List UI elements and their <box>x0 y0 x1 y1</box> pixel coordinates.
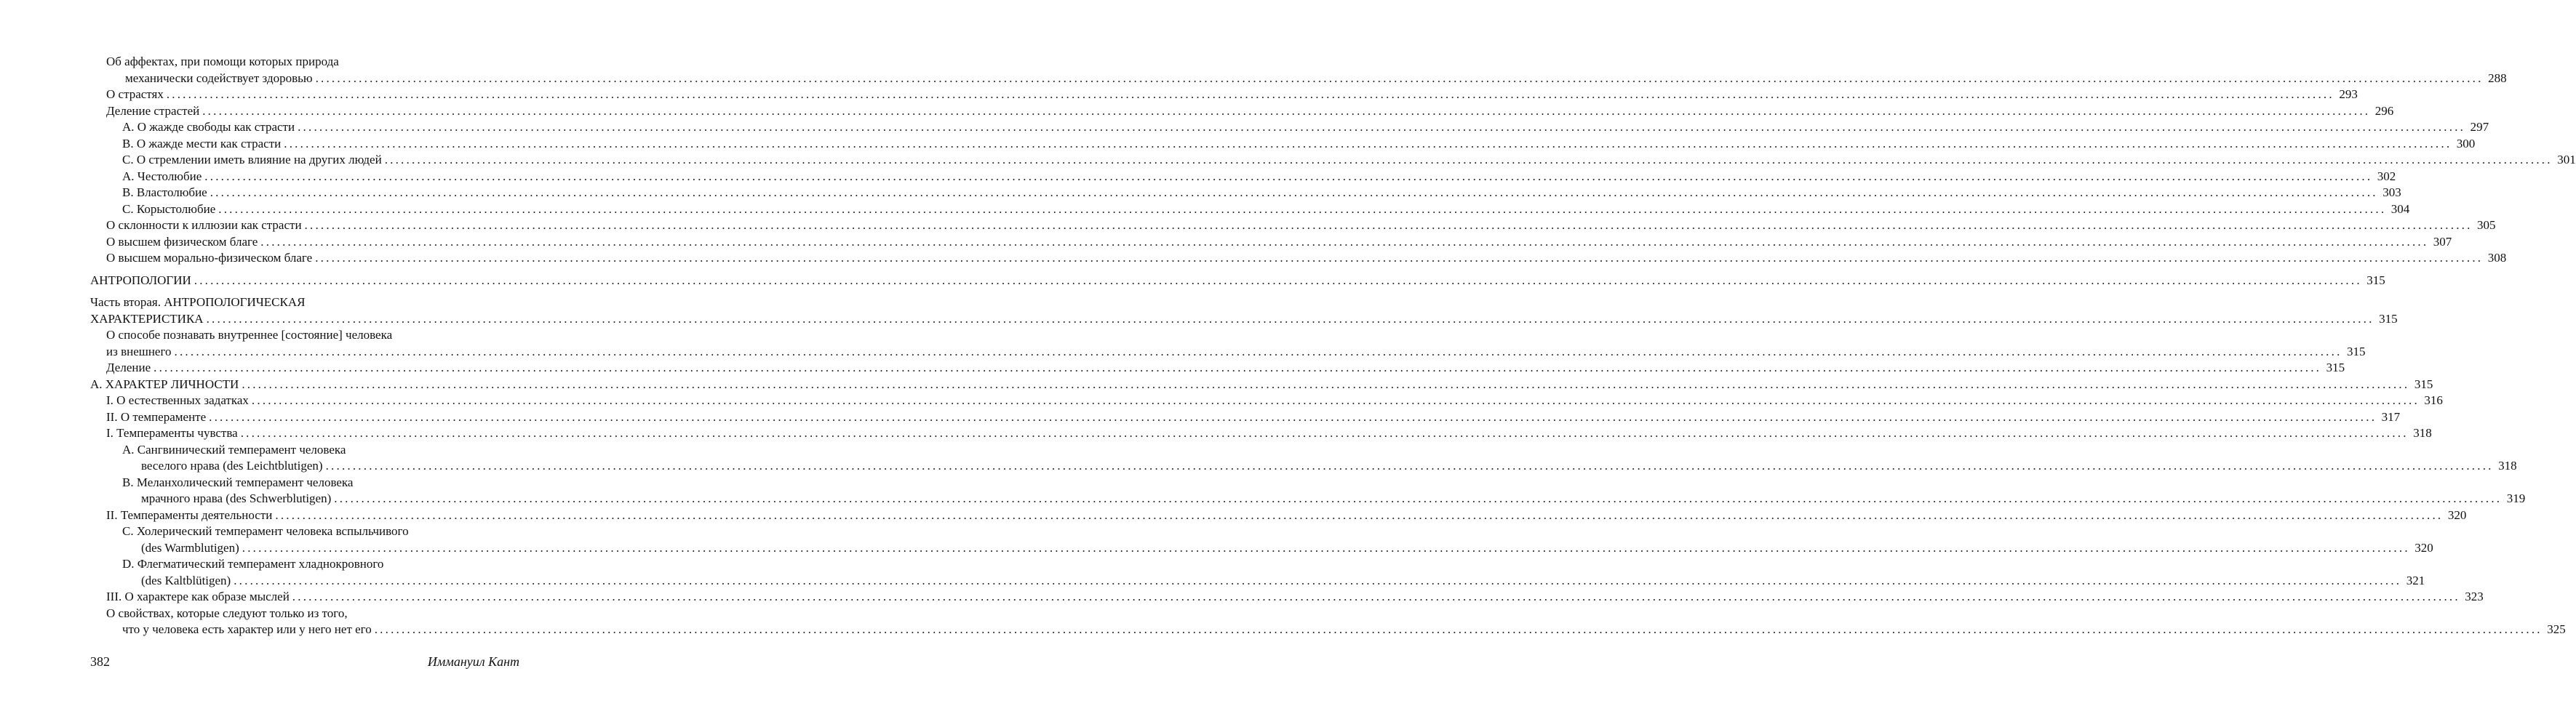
toc-entry-title: Деление <box>106 361 151 374</box>
toc-entry-page: 325 <box>2547 622 2566 636</box>
toc-entry-page: 303 <box>2382 185 2401 199</box>
toc-entry-title: (des Warmblutigen) <box>141 540 239 555</box>
toc-entry-final-line <box>90 119 2489 136</box>
dot-leader: ................................................................................................................................................................................................................................................................................................................................................................................................................ <box>304 218 2473 232</box>
toc-entry-title: О способе познавать внутреннее [состояние] человека <box>106 328 393 342</box>
dot-leader: ................................................................................................................................................................................................................................................................................................................................................................................................................ <box>275 507 2444 522</box>
toc-entry-final-line <box>90 136 2476 153</box>
toc-entry <box>90 185 2401 201</box>
toc-entry-title: B. Властолюбие <box>122 185 207 199</box>
toc-entry <box>90 606 2566 638</box>
dot-leader: ................................................................................................................................................................................................................................................................................................................................................................................................................ <box>209 409 2377 424</box>
dot-leader: ................................................................................................................................................................................................................................................................................................................................................................................................................ <box>334 491 2503 505</box>
dot-leader: ................................................................................................................................................................................................................................................................................................................................................................................................................ <box>206 311 2374 326</box>
toc-entry-title: C. О стремлении иметь влияние на других людей <box>122 153 382 166</box>
toc-entry <box>90 54 2507 87</box>
dot-leader: ................................................................................................................................................................................................................................................................................................................................................................................................................ <box>153 361 2322 374</box>
toc-entry <box>90 360 2345 377</box>
toc-entry-page: 316 <box>2424 393 2443 407</box>
toc-entry-page: 315 <box>2347 344 2366 358</box>
toc-entry <box>90 507 2467 524</box>
toc-entry-page: 304 <box>2390 201 2410 216</box>
toc-entry-page: 297 <box>2470 120 2489 134</box>
toc-entry-title: C. Холерический темперамент человека вспыльчивого <box>122 524 409 538</box>
toc-entry-title: II. О темпераменте <box>106 409 207 424</box>
toc-entry <box>90 294 2398 327</box>
toc-entry-line <box>90 475 519 491</box>
toc-entry <box>90 442 2517 475</box>
toc-entry <box>90 152 2576 169</box>
toc-entry-final-line <box>90 344 2366 361</box>
toc-entry-title: из внешнего <box>106 344 172 358</box>
toc-entry-title: A. ХАРАКТЕР ЛИЧНОСТИ <box>90 377 239 391</box>
dot-leader: ................................................................................................................................................................................................................................................................................................................................................................................................................ <box>260 234 2429 249</box>
toc-entry-final-line <box>90 622 2566 638</box>
page-footer <box>90 654 519 670</box>
toc-entry-page: 293 <box>2339 87 2358 101</box>
toc-entry-page: 307 <box>2433 234 2452 249</box>
toc-entry <box>90 103 2394 120</box>
toc-entry-final-line <box>90 152 2576 169</box>
toc-entry-title: C. Корыстолюбие <box>122 201 216 216</box>
dot-leader: ................................................................................................................................................................................................................................................................................................................................................................................................................ <box>174 344 2342 358</box>
dot-leader: ................................................................................................................................................................................................................................................................................................................................................................................................................ <box>242 540 2410 555</box>
dot-leader: ................................................................................................................................................................................................................................................................................................................................................................................................................ <box>202 103 2371 118</box>
toc-entry-final-line <box>90 589 2484 606</box>
toc-entry-final-line <box>90 201 2410 218</box>
toc-entry <box>90 425 2432 442</box>
toc-entry-page: 318 <box>2498 459 2517 473</box>
toc-entry <box>90 409 2401 426</box>
toc-entry-title: Деление страстей <box>106 103 200 118</box>
dot-leader: ................................................................................................................................................................................................................................................................................................................................................................................................................ <box>240 426 2409 440</box>
toc-entry-title: (des Kaltblütigen) <box>141 573 231 587</box>
dot-leader: ................................................................................................................................................................................................................................................................................................................................................................................................................ <box>166 87 2334 101</box>
toc-entry-line <box>90 294 519 311</box>
toc-entry-title: О склонности к иллюзии как страсти <box>106 218 302 232</box>
dot-leader: ................................................................................................................................................................................................................................................................................................................................................................................................................ <box>251 393 2420 407</box>
dot-leader: ................................................................................................................................................................................................................................................................................................................................................................................................................ <box>315 71 2484 85</box>
toc-entry-final-line <box>90 491 2526 507</box>
toc-entry-final-line <box>90 71 2507 87</box>
table-of-contents <box>90 54 2576 638</box>
toc-entry <box>90 377 2433 393</box>
toc-entry-line <box>90 556 519 573</box>
toc-entry-final-line <box>90 234 2452 251</box>
toc-entry-page: 302 <box>2377 169 2396 183</box>
dot-leader: ................................................................................................................................................................................................................................................................................................................................................................................................................ <box>194 273 2362 287</box>
toc-entry-title: III. О характере как образе мыслей <box>106 590 290 603</box>
toc-entry-title: I. Темпераменты чувства <box>106 426 238 440</box>
dot-leader: ................................................................................................................................................................................................................................................................................................................................................................................................................ <box>374 622 2543 636</box>
dot-leader: ................................................................................................................................................................................................................................................................................................................................................................................................................ <box>234 573 2402 587</box>
toc-entry-title: веселого нрава (des Leichtblutigen) <box>141 459 323 473</box>
toc-entry-final-line <box>90 393 2443 409</box>
toc-entry-title: О высшем физическом благе <box>106 234 258 249</box>
toc-entry-page: 315 <box>2366 273 2385 287</box>
toc-entry <box>90 250 2507 267</box>
toc-entry <box>90 234 2452 251</box>
toc-entry-line <box>90 606 519 622</box>
toc-entry-page: 315 <box>2379 311 2398 326</box>
toc-entry-page: 323 <box>2465 590 2484 603</box>
toc-entry-page: 315 <box>2414 377 2433 391</box>
toc-entry-line <box>90 54 519 71</box>
toc-entry-page: 296 <box>2374 103 2394 118</box>
toc-entry-page: 317 <box>2381 409 2401 424</box>
toc-entry-final-line <box>90 360 2345 377</box>
dot-leader: ................................................................................................................................................................................................................................................................................................................................................................................................................ <box>384 153 2553 166</box>
toc-entry-line <box>90 523 519 540</box>
toc-entry <box>90 589 2484 606</box>
toc-entry-final-line <box>90 507 2467 524</box>
running-author: Иммануил Кант <box>427 654 519 669</box>
toc-entry-page: 320 <box>2414 540 2433 555</box>
toc-entry <box>90 273 2385 289</box>
toc-entry <box>90 201 2410 218</box>
toc-entry-final-line <box>90 185 2401 201</box>
toc-entry <box>90 327 2366 360</box>
dot-leader: ................................................................................................................................................................................................................................................................................................................................................................................................................ <box>325 459 2494 473</box>
toc-entry-title: что у человека есть характер или у него нет его <box>122 622 372 636</box>
toc-entry-title: механически содействует здоровью <box>125 71 313 85</box>
toc-entry-title: Об аффектах, при помощи которых природа <box>106 55 339 68</box>
toc-entry-final-line <box>90 540 2433 557</box>
dot-leader: ................................................................................................................................................................................................................................................................................................................................................................................................................ <box>210 185 2378 199</box>
toc-entry <box>90 523 2433 556</box>
toc-entry-final-line <box>90 250 2507 267</box>
toc-entry-title: B. Меланхолический темперамент человека <box>122 475 354 489</box>
toc-entry-final-line <box>90 169 2396 185</box>
toc-entry-final-line <box>90 311 2398 328</box>
dot-leader: ................................................................................................................................................................................................................................................................................................................................................................................................................ <box>284 136 2452 150</box>
toc-entry-page: 319 <box>2506 491 2526 505</box>
dot-leader: ................................................................................................................................................................................................................................................................................................................................................................................................................ <box>242 377 2410 391</box>
toc-entry-final-line <box>90 103 2394 120</box>
toc-entry-page: 300 <box>2456 136 2476 150</box>
toc-entry-final-line <box>90 409 2401 426</box>
toc-entry-page: 315 <box>2326 361 2345 374</box>
dot-leader: ................................................................................................................................................................................................................................................................................................................................................................................................................ <box>204 169 2373 183</box>
toc-entry <box>90 119 2489 136</box>
toc-entry-final-line <box>90 425 2432 442</box>
page-number: 382 <box>90 654 110 669</box>
toc-entry-page: 320 <box>2447 507 2467 522</box>
toc-entry-line <box>90 442 519 459</box>
toc-entry-title: A. О жажде свободы как страсти <box>122 120 295 134</box>
dot-leader: ................................................................................................................................................................................................................................................................................................................................................................................................................ <box>298 120 2466 134</box>
toc-entry-page: 321 <box>2406 573 2425 587</box>
dot-leader: ................................................................................................................................................................................................................................................................................................................................................................................................................ <box>315 251 2484 265</box>
toc-entry-title: D. Флегматический темперамент хладнокровного <box>122 557 384 571</box>
toc-entry <box>90 169 2396 185</box>
toc-entry <box>90 475 2526 507</box>
toc-entry-title: О свойствах, которые следуют только из того, <box>106 606 348 620</box>
toc-entry-title: II. Темпераменты деятельности <box>106 507 273 522</box>
dot-leader: ................................................................................................................................................................................................................................................................................................................................................................................................................ <box>218 201 2387 216</box>
toc-entry <box>90 393 2443 409</box>
toc-entry-final-line <box>90 377 2433 393</box>
toc-entry <box>90 87 2358 103</box>
toc-entry-final-line <box>90 87 2358 103</box>
toc-entry-title: АНТРОПОЛОГИИ <box>90 273 191 287</box>
toc-entry-title: B. О жажде мести как страсти <box>122 136 282 150</box>
toc-entry-final-line <box>90 273 2385 289</box>
dot-leader: ................................................................................................................................................................................................................................................................................................................................................................................................................ <box>292 590 2460 603</box>
toc-entry-title: I. О естественных задатках <box>106 393 249 407</box>
toc-entry-page: 301 <box>2557 153 2576 166</box>
toc-entry <box>90 556 2425 589</box>
toc-entry-title: мрачного нрава (des Schwerblutigen) <box>141 491 332 505</box>
toc-entry-title: ХАРАКТЕРИСТИКА <box>90 311 204 326</box>
toc-entry-title: A. Сангвинический темперамент человека <box>122 442 346 457</box>
toc-entry-final-line <box>90 217 2496 234</box>
toc-entry-page: 288 <box>2488 71 2507 85</box>
toc-entry-title: A. Честолюбие <box>122 169 202 183</box>
toc-entry-final-line <box>90 573 2425 590</box>
toc-entry <box>90 217 2496 234</box>
toc-entry-title: О высшем морально-физическом благе <box>106 251 313 265</box>
toc-entry-page: 305 <box>2477 218 2496 232</box>
toc-entry <box>90 136 2476 153</box>
toc-entry-page: 308 <box>2487 251 2507 265</box>
toc-entry-title: О страстях <box>106 87 164 101</box>
toc-entry-final-line <box>90 458 2517 475</box>
toc-entry-title: Часть вторая. АНТРОПОЛОГИЧЕСКАЯ <box>90 295 306 309</box>
toc-entry-page: 318 <box>2413 426 2432 440</box>
toc-entry-line <box>90 327 519 344</box>
